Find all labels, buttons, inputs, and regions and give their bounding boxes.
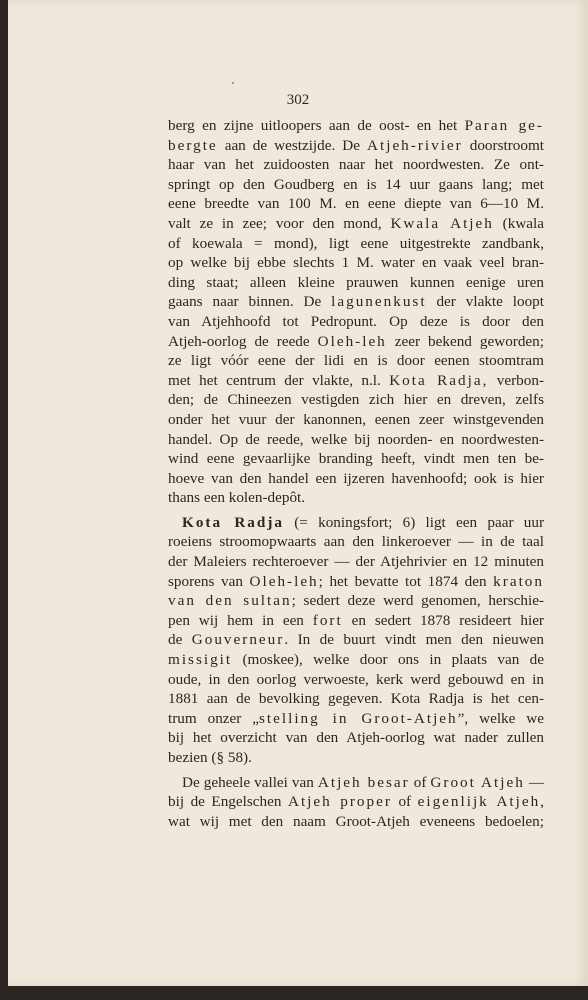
text-line: springt op den Goudberg en is 14 uur gaans lang; met (168, 175, 544, 193)
text-line: haar van het zuidoosten naar het noordwesten. Ze ont- (168, 156, 544, 174)
text-line: der Maleiers rechteroever — der Atjehrivier en 12 minuten (168, 553, 544, 571)
text-line: 1881 aan de bevolking gegeven. Kota Radja is het cen- (168, 690, 544, 708)
book-page (8, 0, 588, 986)
paper-speck (232, 82, 234, 84)
text-line: missigit (moskee), welke door ons in plaats van de (168, 651, 544, 669)
text-line: wind eene gevaarlijke branding heeft, vindt men ten be- (168, 450, 544, 468)
text-line: De geheele vallei van Atjeh besar of Groot Atjeh — (182, 773, 544, 791)
text-line: op welke bij ebbe slechts 1 M. water en vaak veel bran- (168, 254, 544, 272)
text-line: oude, in den oorlog verwoeste, kerk werd gebouwd en in (168, 670, 544, 688)
text-line: berg en zijne uitloopers aan de oost- en het Paran ge- (168, 117, 544, 134)
text-line: van den sultan; sedert deze werd genomen, herschie- (168, 592, 544, 610)
body-text (168, 116, 544, 831)
text-line: den; de Chineezen vestigden zich hier en dreven, zelfs (168, 391, 544, 409)
text-line: sporens van Oleh-leh; het bevatte tot 1874 den kraton (168, 572, 544, 590)
text-line: van Atjehhoofd tot Pedropunt. Op deze is door den (168, 312, 544, 330)
text-line: eene breedte van 100 M. en eene diepte van 6—10 M. (168, 195, 544, 213)
text-line: bergte aan de westzijde. De Atjeh-rivier doorstroomt (168, 136, 544, 154)
text-line: bij de Engelschen Atjeh proper of eigenlijk Atjeh, (168, 793, 544, 811)
text-line: met het centrum der vlakte, n.l. Kota Radja, verbon- (168, 371, 544, 389)
text-line: hoeve van den handel een ijzeren havenhoofd; ook is hier (168, 469, 544, 487)
text-line: ding staat; alleen kleine prauwen kunnen eenige uren (168, 273, 544, 291)
text-line: onder het vuur der kanonnen, eenen zeer winstgevenden (168, 410, 544, 428)
text-line: bij het overzicht van den Atjeh-oorlog wat nader zullen (168, 729, 544, 747)
text-line: wat wij met den naam Groot-Atjeh eveneens bedoelen; (168, 812, 544, 830)
text-line: de Gouverneur. In de buurt vindt men den nieuwen (168, 631, 544, 649)
text-line: valt ze in zee; voor den mond, Kwala Atjeh (kwala (168, 214, 544, 232)
text-line: bezien (§ 58). (168, 749, 252, 766)
text-line: gaans naar binnen. De lagunenkust der vlakte loopt (168, 293, 544, 311)
text-line: Kota Radja (= koningsfort; 6) ligt een paar uur (182, 513, 544, 531)
text-line: roeiens stroomopwaarts aan den linkeroever — in de taal (168, 533, 544, 551)
text-line: trum onzer „stelling in Groot-Atjeh”, welke we (168, 709, 544, 727)
text-line: thans een kolen-depôt. (168, 489, 306, 507)
text-line: handel. Op de reede, welke bij noorden- en noordwesten- (168, 430, 544, 448)
text-line: Atjeh-oorlog de reede Oleh-leh zeer bekend geworden; (168, 332, 544, 350)
text-line: pen wij hem in een fort en sedert 1878 resideert hier (168, 611, 544, 629)
page-number: 302 (286, 92, 310, 108)
text-line: ze ligt vóór eene der lidi en is door eenen stoomtram (168, 352, 544, 370)
text-line: of koewala = mond), ligt eene uitgestrekte zandbank, (168, 234, 544, 252)
